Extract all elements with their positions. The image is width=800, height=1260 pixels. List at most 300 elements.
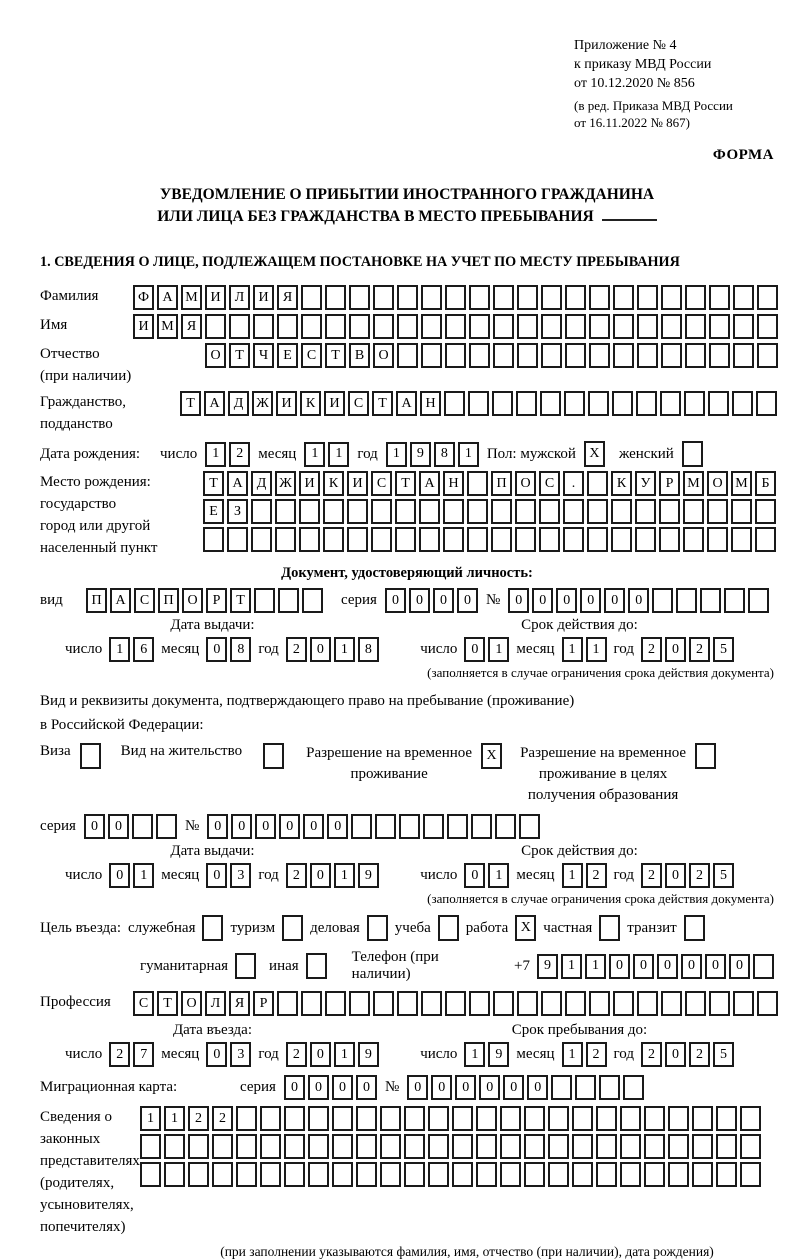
- char-box[interactable]: [659, 527, 680, 552]
- char-box[interactable]: [375, 814, 396, 839]
- char-box[interactable]: 0: [433, 588, 454, 613]
- char-box[interactable]: [611, 499, 632, 524]
- char-box[interactable]: [575, 1075, 596, 1100]
- char-box[interactable]: [541, 314, 562, 339]
- char-box[interactable]: [740, 1162, 761, 1187]
- char-box[interactable]: [524, 1106, 545, 1131]
- char-box[interactable]: [445, 343, 466, 368]
- char-box[interactable]: Т: [372, 391, 393, 416]
- char-box[interactable]: Л: [205, 991, 226, 1016]
- char-box[interactable]: [589, 991, 610, 1016]
- char-box[interactable]: 1: [458, 442, 479, 467]
- char-box[interactable]: [299, 499, 320, 524]
- char-box[interactable]: И: [324, 391, 345, 416]
- char-box[interactable]: [707, 527, 728, 552]
- char-box[interactable]: [612, 391, 633, 416]
- migration-card-number-field[interactable]: [407, 1075, 644, 1100]
- char-box[interactable]: [652, 588, 673, 613]
- char-box[interactable]: [565, 314, 586, 339]
- stay-year-field[interactable]: [641, 1042, 734, 1067]
- char-box[interactable]: [452, 1162, 473, 1187]
- char-box[interactable]: [565, 343, 586, 368]
- char-box[interactable]: [637, 285, 658, 310]
- char-box[interactable]: 1: [488, 863, 509, 888]
- char-box[interactable]: [476, 1162, 497, 1187]
- char-box[interactable]: [753, 954, 774, 979]
- char-box[interactable]: [565, 991, 586, 1016]
- char-box[interactable]: Ж: [275, 471, 296, 496]
- char-box[interactable]: 1: [334, 637, 355, 662]
- char-box[interactable]: Т: [325, 343, 346, 368]
- char-box[interactable]: И: [205, 285, 226, 310]
- char-box[interactable]: [732, 391, 753, 416]
- char-box[interactable]: [540, 391, 561, 416]
- char-box[interactable]: Е: [203, 499, 224, 524]
- char-box[interactable]: [541, 991, 562, 1016]
- entry-day-field[interactable]: [109, 1042, 154, 1067]
- char-box[interactable]: [644, 1134, 665, 1159]
- male-checkbox[interactable]: X: [584, 441, 605, 467]
- char-box[interactable]: Ф: [133, 285, 154, 310]
- char-box[interactable]: [445, 314, 466, 339]
- purpose-official-checkbox[interactable]: [202, 915, 223, 941]
- char-box[interactable]: [524, 1162, 545, 1187]
- char-box[interactable]: 2: [641, 637, 662, 662]
- char-box[interactable]: [356, 1134, 377, 1159]
- char-box[interactable]: 8: [230, 637, 251, 662]
- char-box[interactable]: [644, 1162, 665, 1187]
- char-box[interactable]: 1: [561, 954, 582, 979]
- char-box[interactable]: 0: [479, 1075, 500, 1100]
- char-box[interactable]: 1: [133, 863, 154, 888]
- char-box[interactable]: [596, 1162, 617, 1187]
- char-box[interactable]: А: [396, 391, 417, 416]
- char-box[interactable]: [468, 391, 489, 416]
- char-box[interactable]: [733, 285, 754, 310]
- patronymic-field[interactable]: [205, 343, 778, 368]
- char-box[interactable]: М: [683, 471, 704, 496]
- char-box[interactable]: [563, 499, 584, 524]
- char-box[interactable]: [684, 391, 705, 416]
- char-box[interactable]: 3: [230, 863, 251, 888]
- char-box[interactable]: 0: [409, 588, 430, 613]
- char-box[interactable]: [493, 314, 514, 339]
- char-box[interactable]: [397, 285, 418, 310]
- char-box[interactable]: 2: [641, 1042, 662, 1067]
- char-box[interactable]: [685, 991, 706, 1016]
- char-box[interactable]: [637, 343, 658, 368]
- char-box[interactable]: [740, 1134, 761, 1159]
- char-box[interactable]: [423, 814, 444, 839]
- entry-year-field[interactable]: [286, 1042, 379, 1067]
- char-box[interactable]: [548, 1162, 569, 1187]
- char-box[interactable]: Т: [180, 391, 201, 416]
- birth-month-field[interactable]: [304, 442, 349, 467]
- char-box[interactable]: 0: [310, 1042, 331, 1067]
- char-box[interactable]: [661, 285, 682, 310]
- char-box[interactable]: 0: [255, 814, 276, 839]
- char-box[interactable]: Н: [443, 471, 464, 496]
- char-box[interactable]: [565, 285, 586, 310]
- char-box[interactable]: [371, 499, 392, 524]
- char-box[interactable]: [332, 1162, 353, 1187]
- char-box[interactable]: 0: [729, 954, 750, 979]
- char-box[interactable]: [476, 1134, 497, 1159]
- char-box[interactable]: 2: [188, 1106, 209, 1131]
- char-box[interactable]: [277, 314, 298, 339]
- char-box[interactable]: [548, 1106, 569, 1131]
- char-box[interactable]: [212, 1134, 233, 1159]
- char-box[interactable]: [685, 285, 706, 310]
- char-box[interactable]: [260, 1106, 281, 1131]
- char-box[interactable]: 1: [562, 1042, 583, 1067]
- entry-month-field[interactable]: [206, 1042, 251, 1067]
- char-box[interactable]: [397, 314, 418, 339]
- char-box[interactable]: [596, 1134, 617, 1159]
- char-box[interactable]: [371, 527, 392, 552]
- char-box[interactable]: [277, 991, 298, 1016]
- char-box[interactable]: [757, 343, 778, 368]
- visa-checkbox[interactable]: [80, 743, 101, 769]
- purpose-humanitarian-checkbox[interactable]: [235, 953, 256, 979]
- char-box[interactable]: [517, 285, 538, 310]
- char-box[interactable]: [668, 1106, 689, 1131]
- char-box[interactable]: [467, 527, 488, 552]
- char-box[interactable]: [421, 343, 442, 368]
- char-box[interactable]: 2: [586, 1042, 607, 1067]
- stay-month-field[interactable]: [562, 1042, 607, 1067]
- char-box[interactable]: [692, 1134, 713, 1159]
- purpose-private-checkbox[interactable]: [599, 915, 620, 941]
- char-box[interactable]: М: [181, 285, 202, 310]
- char-box[interactable]: .: [563, 471, 584, 496]
- char-box[interactable]: [380, 1162, 401, 1187]
- stay-day-field[interactable]: [464, 1042, 509, 1067]
- char-box[interactable]: [668, 1134, 689, 1159]
- residence-permit-checkbox[interactable]: [263, 743, 284, 769]
- char-box[interactable]: [421, 991, 442, 1016]
- char-box[interactable]: [349, 285, 370, 310]
- char-box[interactable]: [709, 285, 730, 310]
- char-box[interactable]: 0: [332, 1075, 353, 1100]
- issue-month-field[interactable]: [206, 863, 251, 888]
- valid-year-field[interactable]: [641, 637, 734, 662]
- char-box[interactable]: [236, 1106, 257, 1131]
- char-box[interactable]: [164, 1162, 185, 1187]
- char-box[interactable]: [301, 991, 322, 1016]
- char-box[interactable]: [491, 527, 512, 552]
- char-box[interactable]: 0: [207, 814, 228, 839]
- char-box[interactable]: [308, 1106, 329, 1131]
- issue-day-field[interactable]: [109, 637, 154, 662]
- char-box[interactable]: 2: [689, 637, 710, 662]
- char-box[interactable]: [397, 991, 418, 1016]
- char-box[interactable]: [548, 1134, 569, 1159]
- char-box[interactable]: [469, 285, 490, 310]
- char-box[interactable]: [757, 314, 778, 339]
- char-box[interactable]: [419, 499, 440, 524]
- char-box[interactable]: [140, 1134, 161, 1159]
- char-box[interactable]: 2: [286, 637, 307, 662]
- char-box[interactable]: Я: [181, 314, 202, 339]
- char-box[interactable]: [428, 1134, 449, 1159]
- doc-series-field[interactable]: [385, 588, 478, 613]
- char-box[interactable]: 0: [84, 814, 105, 839]
- char-box[interactable]: [308, 1162, 329, 1187]
- char-box[interactable]: [589, 314, 610, 339]
- char-box[interactable]: С: [539, 471, 560, 496]
- char-box[interactable]: [613, 991, 634, 1016]
- char-box[interactable]: [572, 1162, 593, 1187]
- char-box[interactable]: [660, 391, 681, 416]
- char-box[interactable]: [683, 527, 704, 552]
- purpose-tourism-checkbox[interactable]: [282, 915, 303, 941]
- char-box[interactable]: [515, 499, 536, 524]
- char-box[interactable]: Т: [203, 471, 224, 496]
- char-box[interactable]: П: [158, 588, 179, 613]
- char-box[interactable]: Т: [229, 343, 250, 368]
- purpose-other-checkbox[interactable]: [306, 953, 327, 979]
- char-box[interactable]: О: [181, 991, 202, 1016]
- char-box[interactable]: [251, 527, 272, 552]
- char-box[interactable]: 0: [284, 1075, 305, 1100]
- char-box[interactable]: [637, 314, 658, 339]
- char-box[interactable]: [756, 391, 777, 416]
- char-box[interactable]: 1: [488, 637, 509, 662]
- char-box[interactable]: [661, 314, 682, 339]
- purpose-transit-checkbox[interactable]: [684, 915, 705, 941]
- char-box[interactable]: 2: [689, 1042, 710, 1067]
- char-box[interactable]: 2: [229, 442, 250, 467]
- char-box[interactable]: О: [182, 588, 203, 613]
- char-box[interactable]: [587, 471, 608, 496]
- char-box[interactable]: [356, 1106, 377, 1131]
- char-box[interactable]: [493, 991, 514, 1016]
- migration-card-series-field[interactable]: [284, 1075, 377, 1100]
- char-box[interactable]: 0: [665, 637, 686, 662]
- char-box[interactable]: [589, 285, 610, 310]
- char-box[interactable]: В: [349, 343, 370, 368]
- char-box[interactable]: 1: [140, 1106, 161, 1131]
- char-box[interactable]: [516, 391, 537, 416]
- char-box[interactable]: [323, 527, 344, 552]
- char-box[interactable]: А: [419, 471, 440, 496]
- char-box[interactable]: Я: [229, 991, 250, 1016]
- valid-month-field[interactable]: [562, 637, 607, 662]
- char-box[interactable]: 7: [133, 1042, 154, 1067]
- char-box[interactable]: [349, 314, 370, 339]
- char-box[interactable]: 9: [410, 442, 431, 467]
- char-box[interactable]: 2: [641, 863, 662, 888]
- char-box[interactable]: А: [204, 391, 225, 416]
- char-box[interactable]: [492, 391, 513, 416]
- profession-field[interactable]: [133, 991, 778, 1016]
- char-box[interactable]: [589, 343, 610, 368]
- char-box[interactable]: 6: [133, 637, 154, 662]
- char-box[interactable]: [661, 343, 682, 368]
- char-box[interactable]: [325, 314, 346, 339]
- char-box[interactable]: [572, 1106, 593, 1131]
- char-box[interactable]: [709, 343, 730, 368]
- char-box[interactable]: [716, 1134, 737, 1159]
- issue-month-field[interactable]: [206, 637, 251, 662]
- char-box[interactable]: Н: [420, 391, 441, 416]
- char-box[interactable]: Д: [228, 391, 249, 416]
- char-box[interactable]: 0: [206, 863, 227, 888]
- char-box[interactable]: [588, 391, 609, 416]
- char-box[interactable]: [635, 499, 656, 524]
- char-box[interactable]: [469, 991, 490, 1016]
- char-box[interactable]: [733, 991, 754, 1016]
- char-box[interactable]: 2: [212, 1106, 233, 1131]
- char-box[interactable]: 0: [407, 1075, 428, 1100]
- char-box[interactable]: 2: [286, 1042, 307, 1067]
- purpose-work-checkbox[interactable]: X: [515, 915, 536, 941]
- char-box[interactable]: И: [253, 285, 274, 310]
- char-box[interactable]: [519, 814, 540, 839]
- representatives-row1-field[interactable]: [140, 1106, 761, 1131]
- char-box[interactable]: 0: [665, 863, 686, 888]
- char-box[interactable]: [493, 343, 514, 368]
- char-box[interactable]: [284, 1106, 305, 1131]
- char-box[interactable]: [740, 1106, 761, 1131]
- char-box[interactable]: [301, 285, 322, 310]
- char-box[interactable]: К: [300, 391, 321, 416]
- valid-day-field[interactable]: [464, 637, 509, 662]
- char-box[interactable]: З: [227, 499, 248, 524]
- residence-number-field[interactable]: [207, 814, 540, 839]
- birth-place-city-field[interactable]: [203, 499, 776, 524]
- char-box[interactable]: [140, 1162, 161, 1187]
- char-box[interactable]: 0: [532, 588, 553, 613]
- char-box[interactable]: 0: [604, 588, 625, 613]
- char-box[interactable]: С: [371, 471, 392, 496]
- char-box[interactable]: [661, 991, 682, 1016]
- char-box[interactable]: 9: [358, 1042, 379, 1067]
- doc-kind-field[interactable]: [86, 588, 323, 613]
- issue-day-field[interactable]: [109, 863, 154, 888]
- char-box[interactable]: 0: [303, 814, 324, 839]
- char-box[interactable]: [421, 285, 442, 310]
- char-box[interactable]: У: [635, 471, 656, 496]
- residence-series-field[interactable]: [84, 814, 177, 839]
- birth-year-field[interactable]: [386, 442, 479, 467]
- char-box[interactable]: [685, 343, 706, 368]
- char-box[interactable]: 0: [705, 954, 726, 979]
- char-box[interactable]: [748, 588, 769, 613]
- char-box[interactable]: [452, 1134, 473, 1159]
- char-box[interactable]: 1: [334, 1042, 355, 1067]
- char-box[interactable]: 0: [508, 588, 529, 613]
- char-box[interactable]: [539, 527, 560, 552]
- char-box[interactable]: [275, 527, 296, 552]
- char-box[interactable]: 0: [206, 1042, 227, 1067]
- char-box[interactable]: Е: [277, 343, 298, 368]
- char-box[interactable]: 0: [657, 954, 678, 979]
- char-box[interactable]: 0: [527, 1075, 548, 1100]
- char-box[interactable]: 0: [633, 954, 654, 979]
- char-box[interactable]: [611, 527, 632, 552]
- temp-residence-checkbox[interactable]: X: [481, 743, 502, 769]
- char-box[interactable]: [469, 343, 490, 368]
- char-box[interactable]: [500, 1162, 521, 1187]
- given-name-field[interactable]: [133, 314, 778, 339]
- char-box[interactable]: [623, 1075, 644, 1100]
- char-box[interactable]: 5: [713, 1042, 734, 1067]
- char-box[interactable]: [260, 1134, 281, 1159]
- char-box[interactable]: [445, 285, 466, 310]
- char-box[interactable]: 1: [334, 863, 355, 888]
- valid-year-field[interactable]: [641, 863, 734, 888]
- char-box[interactable]: 9: [358, 863, 379, 888]
- char-box[interactable]: [447, 814, 468, 839]
- char-box[interactable]: 0: [206, 637, 227, 662]
- char-box[interactable]: [347, 499, 368, 524]
- char-box[interactable]: 0: [108, 814, 129, 839]
- char-box[interactable]: 0: [356, 1075, 377, 1100]
- char-box[interactable]: [443, 527, 464, 552]
- valid-day-field[interactable]: [464, 863, 509, 888]
- char-box[interactable]: [284, 1162, 305, 1187]
- char-box[interactable]: 5: [713, 637, 734, 662]
- female-checkbox[interactable]: [682, 441, 703, 467]
- char-box[interactable]: [205, 314, 226, 339]
- char-box[interactable]: Р: [659, 471, 680, 496]
- char-box[interactable]: Л: [229, 285, 250, 310]
- char-box[interactable]: [302, 588, 323, 613]
- char-box[interactable]: [517, 343, 538, 368]
- temp-residence-edu-checkbox[interactable]: [695, 743, 716, 769]
- char-box[interactable]: [356, 1162, 377, 1187]
- char-box[interactable]: 9: [488, 1042, 509, 1067]
- char-box[interactable]: 0: [279, 814, 300, 839]
- char-box[interactable]: 8: [434, 442, 455, 467]
- char-box[interactable]: [395, 527, 416, 552]
- char-box[interactable]: [587, 527, 608, 552]
- char-box[interactable]: [541, 285, 562, 310]
- char-box[interactable]: [716, 1162, 737, 1187]
- char-box[interactable]: [469, 314, 490, 339]
- char-box[interactable]: [757, 991, 778, 1016]
- char-box[interactable]: 1: [585, 954, 606, 979]
- char-box[interactable]: [757, 285, 778, 310]
- char-box[interactable]: [709, 991, 730, 1016]
- char-box[interactable]: Т: [230, 588, 251, 613]
- char-box[interactable]: К: [323, 471, 344, 496]
- surname-field[interactable]: [133, 285, 778, 310]
- char-box[interactable]: [524, 1134, 545, 1159]
- char-box[interactable]: 0: [455, 1075, 476, 1100]
- purpose-business-checkbox[interactable]: [367, 915, 388, 941]
- char-box[interactable]: 1: [164, 1106, 185, 1131]
- char-box[interactable]: 0: [385, 588, 406, 613]
- char-box[interactable]: [724, 588, 745, 613]
- birth-day-field[interactable]: [205, 442, 250, 467]
- char-box[interactable]: [731, 499, 752, 524]
- char-box[interactable]: [637, 991, 658, 1016]
- citizenship-field[interactable]: [180, 391, 777, 416]
- char-box[interactable]: 0: [327, 814, 348, 839]
- doc-number-field[interactable]: [508, 588, 769, 613]
- char-box[interactable]: [599, 1075, 620, 1100]
- char-box[interactable]: 2: [286, 863, 307, 888]
- char-box[interactable]: [563, 527, 584, 552]
- char-box[interactable]: [539, 499, 560, 524]
- char-box[interactable]: А: [110, 588, 131, 613]
- char-box[interactable]: [308, 1134, 329, 1159]
- char-box[interactable]: [443, 499, 464, 524]
- char-box[interactable]: 9: [537, 954, 558, 979]
